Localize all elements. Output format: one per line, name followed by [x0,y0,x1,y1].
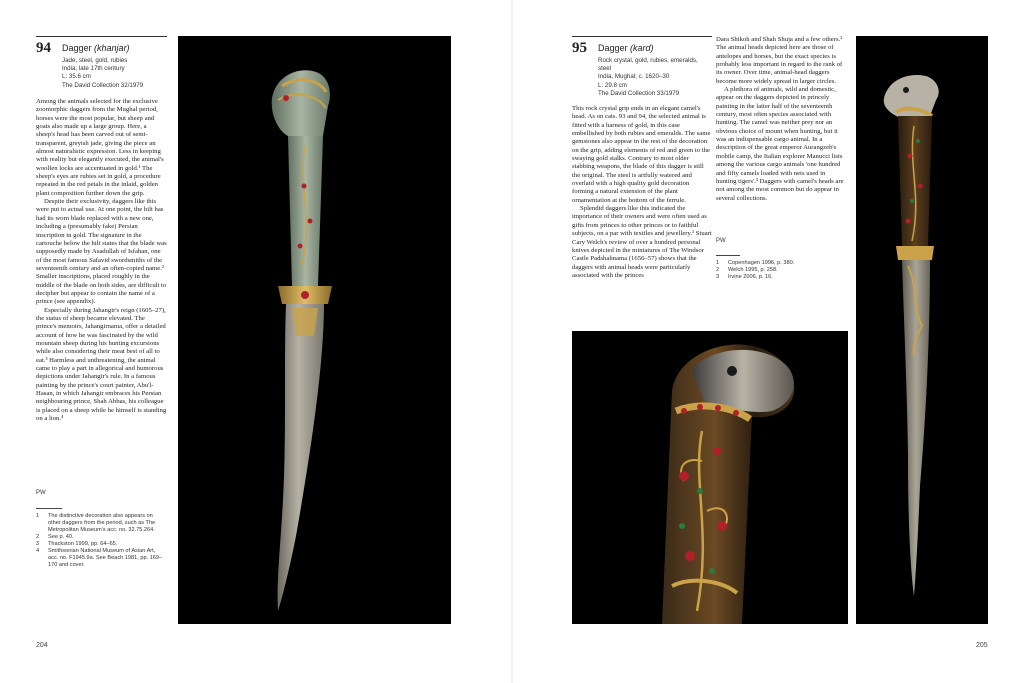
entry-title [598,40,654,53]
meta-line: India; late 17th century [62,65,125,73]
entry-title-term: (kard) [630,43,654,53]
entry-number: 95 [572,40,587,56]
meta-line: L: 35.6 cm [62,73,91,81]
body-paragraph: Despite their exclusivity, daggers like this were put to actual use. At one point, the hilt has had its worn blade replaced with a new one, including a (presumably fake) Persian inscription in gold. The signature in the cartouche below the hilt states that the blade was supposedly made by Asadullah of Isfahan, one of the most famous Safavid swordsmiths of the seventeenth century and an often-copied name.² Smaller inscriptions, placed roughly in the middle of the blade on both sides, are difficult to decipher but appear to contain the name of a prince (see appendix). [36,198,167,306]
entry-number: 94 [36,40,51,56]
entry-title-term: (khanjar) [94,43,130,53]
spread-gutter [511,0,513,683]
body-paragraph: Especially during Jahangir's reign (1605–27), the status of sheep became elevated. The prince's memoirs, Jahangirnama, offer a detailed account of how he was fascinated by the wild mountain sheep during his hunting excursions while also considering their meat best of all to eat.³ Harmless and unthreatening, the animal came to play a part in allegorical and humorous depictions under Jahangir's rule. In a famous painting by the prince's court painter, Abu'l-Hasan, in which Jahangir embraces his Persian neighbouring prince, Shah Abbas, his colleague is placed on a sheep while he himself is standing on a lion.⁴ [36,306,167,423]
photo-camel-grip-detail [572,331,848,624]
object-metadata [62,57,167,90]
entry-heading-95 [572,36,712,58]
author-initials: PW [36,490,46,496]
entry-title-text: Dagger [62,43,92,53]
meta-line: Rock crystal, gold, rubies, emeralds, [598,57,698,64]
body-paragraph: Splendid daggers like this indicated the importance of their owners and were often used as gifts from princes to other princes or to faithful subjects, on a par with textiles and jewellery.¹ Stuart Cary Welch's review of over a hundred personal knives depicted in the miniatures of The Windsor Castle Padshahnama (1656–57) shows that the daggers with animal heads were particularly associated with the princes [572,205,712,279]
entry-body-column-2 [716,36,847,203]
meta-line: Jade, steel, gold, rubies [62,57,128,64]
entry-title [62,40,130,53]
footnote: 3 Thackston 1999, pp. 64–65. [36,541,118,547]
footnote-rule [36,508,62,509]
page-number-left: 204 [36,642,48,649]
footnote: 1 Copenhagen 1996, p. 380. [716,260,795,266]
meta-line: The David Collection 33/1979 [598,89,680,97]
meta-line: India, Mughal; c. 1620–30 [598,73,670,81]
entry-title-text: Dagger [598,43,628,53]
footnote: 2 Welch 1995, p. 258. [716,267,778,273]
entry-body-text [36,98,167,423]
photo-sheep-dagger [178,36,451,624]
sheep-dagger-illustration [178,36,451,624]
meta-line: steel [598,65,612,73]
body-paragraph: Among the animals selected for the exclusive zoomorphic daggers from the Mughal period, horses were the most popular, but sheep and goats also made up a large group. Here, a sheep's head has been carved out of semi-transparent, greyish jade, giving the piece an almost naturalistic expression. Less in keeping with reality but elegantly executed, the animal's woollen locks are accentuated in gold.¹ The sheep's eyes are rubies set in gold, a procedure repeated in the red petals in the inlaid, golden plant composition further down the grip. [36,98,164,197]
meta-line: L: 29.8 cm [598,81,627,89]
camel-grip-detail-illustration [572,331,848,624]
body-paragraph: A plethora of animals, wild and domestic, appear on the daggers depicted in princely painting in the latter half of the seventeenth century, most often species associated with hunting. The camel was neither prey nor an obvious choice of mount when hunting, but it was an indispensable cargo animal. In a description of the great emperor Aurangzeb's mobile camp, the Italian explorer Manucci lists among the various cargo animals 'one hundred and fifty camels loaded with nets used in hunting tigers'.³ Daggers with camel's heads are not among the most common but do appear in several collections. [716,86,844,202]
footnote: 2 See p. 40. [36,534,74,540]
meta-line: The David Collection 32/1979 [62,81,144,89]
author-initials: PW [716,238,726,244]
page-number-right: 205 [976,642,988,649]
entry-body-column-1 [572,105,712,280]
photo-camel-dagger [856,36,988,624]
body-paragraph: Dara Shikoh and Shah Shuja and a few others.² The animal heads depicted here are those of antelopes and horses, but the exact species is probably less important in regard to the rank of its owner. Over time, animal-head daggers become more widely spread in larger circles. [716,36,843,85]
footnote: 3 Irvine 2006, p. 16. [716,274,773,280]
body-paragraph: This rock crystal grip ends in an elegant camel's head. As on cats. 93 and 94, the selected animal is fitted with a harness of gold, in this case embellished by both rubies and emeralds. The same gemstones also appear in the rest of the decoration on the grip, adding elements of red and green to the swaying gold stalks. Contrary to most older stabbing weapons, the blade of this dagger is still the original. The steel is artfully watered and overlaid with a high quality gold decoration forming a natural extension of the plant ornamentation at the bottom of the ferrule. [572,105,711,204]
footnote: 4 Smithsonian National Museum of Asian Art, acc. no. F1945.9a. See Beach 1981, pp. 169–170 and cover. [36,548,163,568]
footnote: 1 The distinctive decoration also appears on other daggers from the period, such as The Metropolitan Museum's acc. no. 32.75.264. [36,513,156,533]
footnote-rule [716,255,740,256]
entry-heading-94 [36,36,167,58]
footnotes [716,260,847,281]
footnotes [36,513,167,569]
object-metadata [598,57,712,98]
camel-dagger-illustration [856,36,988,624]
